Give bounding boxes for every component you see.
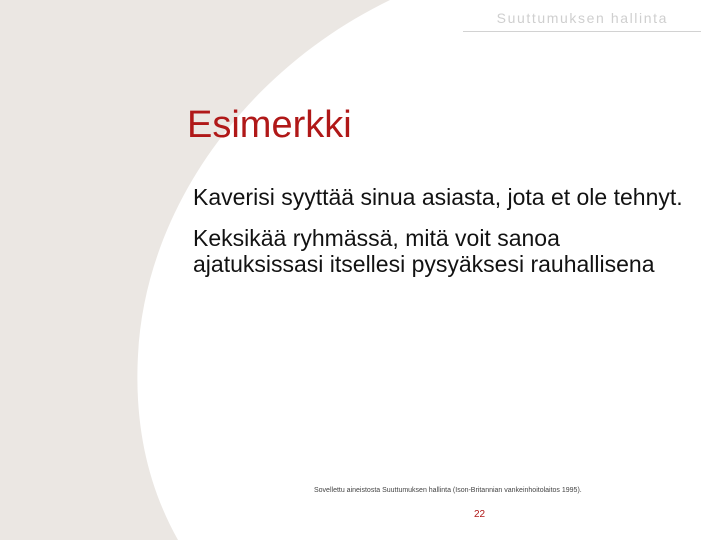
header-title: Suuttumuksen hallinta xyxy=(496,10,668,26)
slide-paragraph: Keksikää ryhmässä, mitä voit sanoa ajatuksissasi itsellesi pysyäksesi rauhallisena xyxy=(193,225,655,277)
page-number: 22 xyxy=(474,509,486,520)
slide-title: Esimerkki xyxy=(187,104,352,146)
source-note: Sovellettu aineistosta Suuttumuksen hallinta (Ison-Britannian vankeinhoitolaitos 1995). xyxy=(314,487,582,494)
slide-paragraph: Kaverisi syyttää sinua asiasta, jota et ole tehnyt. xyxy=(193,184,683,210)
slide-body xyxy=(193,184,683,292)
header-divider xyxy=(463,31,701,32)
